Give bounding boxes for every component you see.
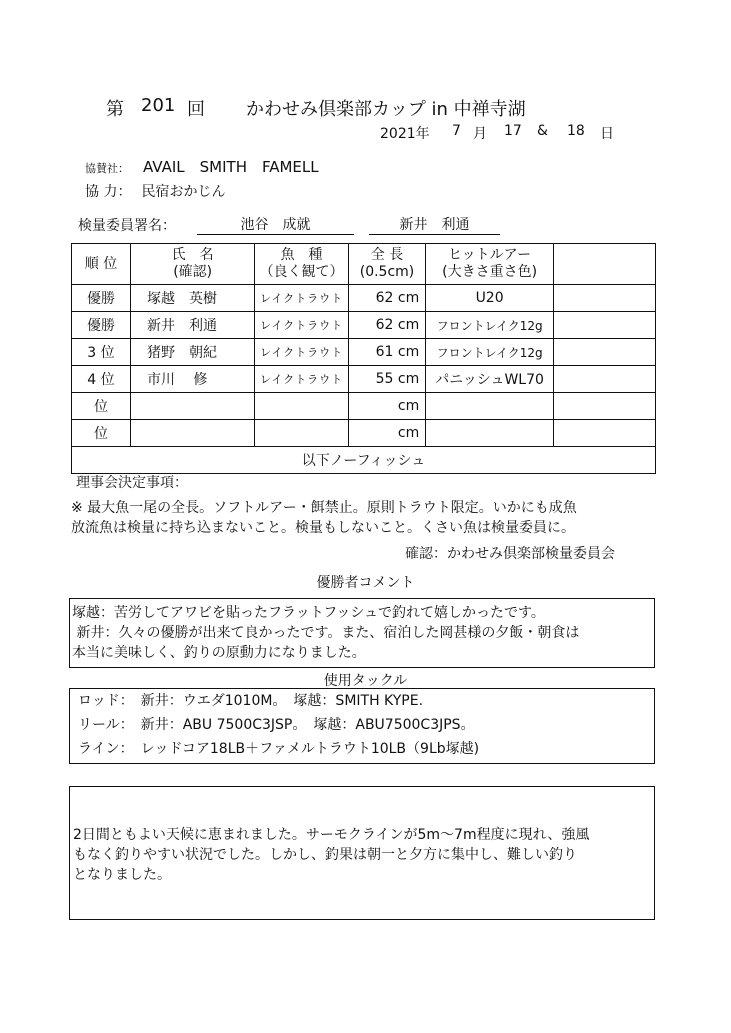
cell-name <box>130 420 254 447</box>
date-month: 7 <box>452 123 461 139</box>
cell-fish: レイクトラウト <box>255 339 348 366</box>
comment-line-2: 新井：久々の優勝が出来て良かったです。また、宿泊した岡甚様の夕飯・朝食は <box>72 625 580 641</box>
header-length-2: (0.5cm) <box>359 264 415 280</box>
cell-rank: 4 位 <box>72 366 131 393</box>
header-length <box>348 244 425 285</box>
comment-line-1: 塚越：苦労してアワビを貼ったフラットフッシュで釣れて嬉しかったです。 <box>72 605 545 621</box>
cell-rank: 位 <box>72 420 131 447</box>
tackle-box <box>69 688 655 764</box>
date-day1: 17 <box>504 123 522 139</box>
header-lure <box>426 244 554 285</box>
date-day-unit: 日 <box>600 126 614 142</box>
decision-label: 理事会決定事項： <box>76 475 188 491</box>
cell-length: cm <box>348 420 425 447</box>
date-amp: & <box>537 123 548 139</box>
title-number: 201 <box>141 95 176 116</box>
cell-rank: 3 位 <box>72 339 131 366</box>
cell-extra <box>553 366 655 393</box>
table-header-row <box>72 244 656 285</box>
date-day2: 18 <box>567 123 585 139</box>
title-kai: 回 <box>187 99 205 120</box>
conditions-box <box>69 786 655 920</box>
tackle-rod: ロッド： 新井：ウエダ1010M。 塚越：SMITH KYPE. <box>78 693 424 709</box>
cell-fish <box>255 420 348 447</box>
decision-text <box>71 498 661 538</box>
cell-fish <box>255 393 348 420</box>
cell-fish: レイクトラウト <box>255 366 348 393</box>
header-fish <box>255 244 348 285</box>
table-row <box>72 285 656 312</box>
decision-line-1: ※ 最大魚一尾の全長。ソフトルアー・餌禁止。原則トラウト限定。いかにも成魚 <box>71 500 577 516</box>
cell-fish: レイクトラウト <box>255 312 348 339</box>
cell-length: cm <box>348 393 425 420</box>
cell-name: 新井 利通 <box>130 312 254 339</box>
header-lure-1: ヒットルアー <box>448 247 532 263</box>
conditions-line-3: となりました。 <box>73 867 171 883</box>
cell-name: 市川 修 <box>130 366 254 393</box>
cell-name <box>130 393 254 420</box>
cell-rank: 優勝 <box>72 312 131 339</box>
cell-lure: U20 <box>426 285 554 312</box>
header-name-2: (確認) <box>173 264 213 280</box>
header-length-1: 全 長 <box>370 247 404 263</box>
header-name <box>130 244 254 285</box>
table-row <box>72 366 656 393</box>
committee-signer-2: 新井 利通 <box>369 214 500 235</box>
cell-length: 62 cm <box>348 285 425 312</box>
cell-length: 61 cm <box>348 339 425 366</box>
cell-lure: フロントレイク12g <box>426 339 554 366</box>
cell-lure <box>426 393 554 420</box>
header-rank: 順 位 <box>72 244 131 285</box>
sponsor-line <box>85 156 319 177</box>
committee-label: 検量委員署名： <box>78 218 176 234</box>
comment-heading: 優勝者コメント <box>316 575 415 591</box>
cell-rank: 優勝 <box>72 285 131 312</box>
cell-lure <box>426 420 554 447</box>
cell-lure: パニッシュWL70 <box>426 366 554 393</box>
header-fish-2: （良く観て） <box>259 264 344 280</box>
cell-name: 塚越 英樹 <box>130 285 254 312</box>
tackle-line: ライン： レッドコア18LB＋ファメルトラウト10LB（9Lb塚越) <box>78 741 480 757</box>
decision-line-2: 放流魚は検量に持ち込まないこと。検量もしないこと。くさい魚は検量委員に。 <box>71 520 575 536</box>
date-month-unit: 月 <box>473 126 487 142</box>
decision-confirm: 確認：かわせみ倶楽部検量委員会 <box>405 546 615 562</box>
header-lure-2: (大きさ重さ色) <box>442 264 538 280</box>
title-dai: 第 <box>106 99 124 120</box>
cell-extra <box>553 285 655 312</box>
sponsor-label: 協賛社： <box>85 162 129 175</box>
committee-signer-1: 池谷 成就 <box>197 214 354 235</box>
no-fish-row <box>72 447 656 474</box>
table-row <box>72 312 656 339</box>
cell-length: 55 cm <box>348 366 425 393</box>
conditions-line-2: もなく釣りやすい状況でした。しかし、釣果は朝一と夕方に集中し、難しい釣り <box>73 847 577 863</box>
cooperation-label: 協 力： <box>85 184 132 200</box>
cell-extra <box>553 339 655 366</box>
date-year: 2021年 <box>380 126 430 142</box>
tackle-reel: リール： 新井：ABU 7500C3JSP。 塚越：ABU7500C3JPS。 <box>78 717 475 733</box>
cell-rank: 位 <box>72 393 131 420</box>
tackle-heading: 使用タックル <box>323 673 408 689</box>
table-row <box>72 339 656 366</box>
cooperation-line <box>85 181 225 201</box>
results-table <box>71 243 656 474</box>
cell-extra <box>553 393 655 420</box>
title-name: かわせみ倶楽部カップ in 中禅寺湖 <box>246 99 526 120</box>
table-row <box>72 393 656 420</box>
header-fish-1: 魚 種 <box>280 247 323 263</box>
cell-extra <box>553 420 655 447</box>
sponsor-value: AVAIL SMITH FAMELL <box>143 158 319 176</box>
comment-box <box>69 598 655 668</box>
cell-fish: レイクトラウト <box>255 285 348 312</box>
cooperation-value: 民宿おかじん <box>141 184 226 200</box>
comment-line-3: 本当に美味しく、釣りの原動力になりました。 <box>72 645 366 661</box>
conditions-line-1: 2日間ともよい天候に恵まれました。サーモクラインが5m～7m程度に現れ、強風 <box>73 827 590 843</box>
cell-extra <box>553 312 655 339</box>
table-row <box>72 420 656 447</box>
cell-name: 猪野 朝紀 <box>130 339 254 366</box>
header-extra <box>553 244 655 285</box>
cell-lure: フロントレイク12g <box>426 312 554 339</box>
cell-length: 62 cm <box>348 312 425 339</box>
header-name-1: 氏 名 <box>171 247 214 263</box>
no-fish-cell: 以下ノーフィッシュ <box>72 447 656 474</box>
